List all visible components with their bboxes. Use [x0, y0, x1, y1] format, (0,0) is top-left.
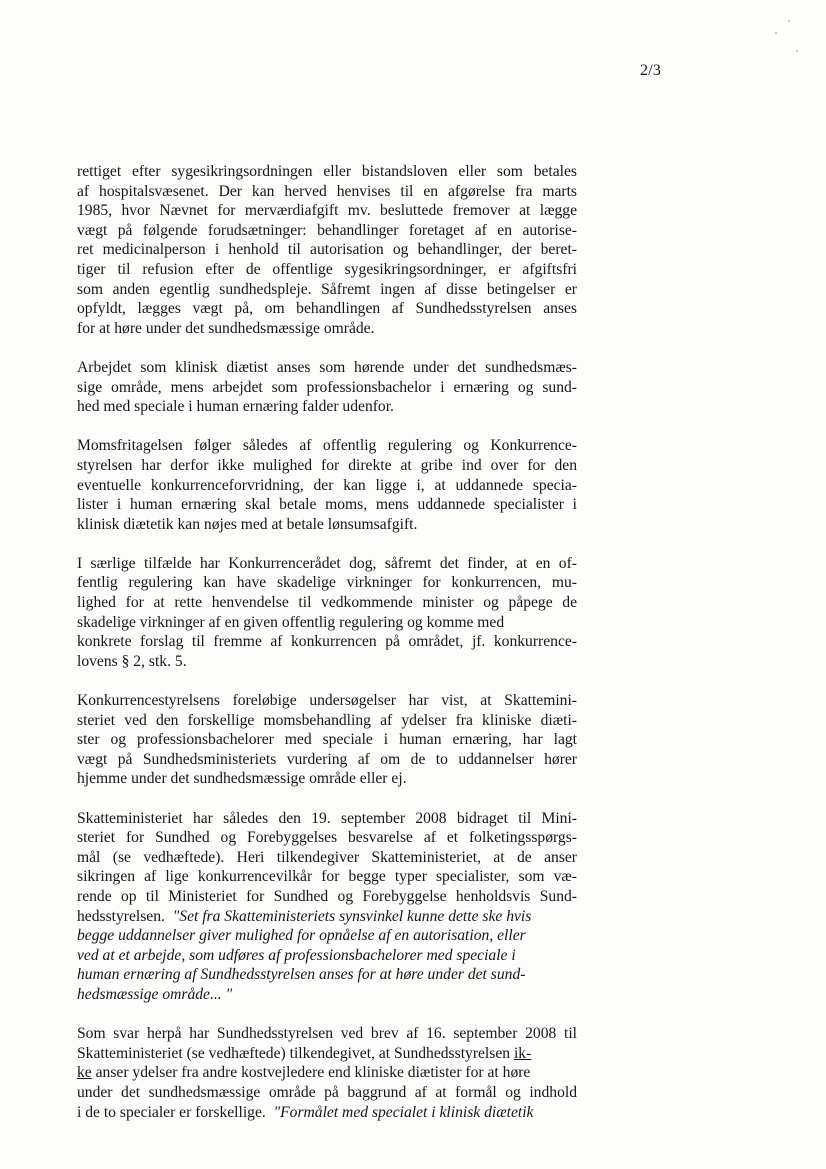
text-line: steriet ved den forskellige momsbehandling af ydelser fra kliniske diæti- [77, 711, 577, 729]
text-plain: anser ydelser fra andre kostvejledere end kliniske diætister for at høre [95, 1064, 531, 1082]
text-line: for at høre under det sundhedsmæssige område. [77, 319, 375, 337]
text-line: hed med speciale i human ernæring falder udenfor. [77, 398, 394, 416]
text-line [77, 1044, 577, 1064]
text-line: steriet for Sundhed og Forebyggelses besvarelse af et folketingsspørgs- [77, 829, 577, 847]
text-line: ster og professionsbachelorer med speciale i human ernæring, har lagt [77, 731, 577, 749]
paragraph-2 [77, 358, 577, 417]
text-line: af hospitalsvæsenet. Der kan herved henvises til en afgørelse fra marts [77, 182, 577, 200]
text-line: Som svar herpå har Sundhedsstyrelsen ved brev af 16. september 2008 til [77, 1025, 577, 1043]
paragraph-7 [77, 1024, 577, 1122]
text-line: lister i human ernæring skal betale moms, mens uddannede specialister i [77, 496, 577, 514]
text-line: klinisk diætetik kan nøjes med at betale lønsumsafgift. [77, 515, 418, 533]
letter-body [77, 162, 577, 1142]
text-line: fentlig regulering kan have skadelige virkninger for konkurrencen, mu- [77, 574, 577, 592]
text-line: styrelsen har derfor ikke mulighed for direkte at gribe ind over for den [77, 456, 577, 474]
quote-text: "Set fra Skatteministeriets synsvinkel kunne dette ske hvis [172, 907, 532, 925]
text-line [77, 1103, 577, 1123]
text-line [77, 907, 577, 927]
scan-speck [788, 20, 790, 22]
text-plain: i de to specialer er forskellige. [77, 1103, 266, 1121]
quote-line: hedsmæssige område... " [77, 985, 233, 1003]
text-line: 1985, hvor Nævnet for merværdiafgift mv. besluttede fremover at lægge [77, 202, 577, 220]
paragraph-4 [77, 554, 577, 672]
text-plain: hedsstyrelsen. [77, 907, 165, 925]
paragraph-5 [77, 691, 577, 789]
text-line: Momsfritagelsen følger således af offentlig regulering og Konkurrence- [77, 437, 577, 455]
text-line: sige område, mens arbejdet som professionsbachelor i ernæring og sund- [77, 378, 577, 396]
quote-text: "Formålet med specialet i klinisk diætetik [273, 1103, 534, 1121]
underlined-text: ik- [513, 1044, 532, 1062]
text-line: eventuelle konkurrenceforvridning, der kan ligge i, at uddannede specia- [77, 476, 577, 494]
text-line: under det sundhedsmæssige område på baggrund af at formål og indhold [77, 1083, 577, 1101]
text-line: ret medicinalperson i henhold til autorisation og behandlinger, der beret- [77, 241, 577, 259]
text-line: rende op til Ministeriet for Sundhed og Forebyggelse henholdsvis Sund- [77, 887, 577, 905]
text-line: som anden egentlig sundhedspleje. Såfremt ingen af disse betingelser er [77, 280, 577, 298]
text-line: Arbejdet som klinisk diætist anses som hørende under det sundhedsmæs- [77, 358, 577, 376]
text-line: vægt på Sundhedsministeriets vurdering af om de to uddannelser hører [77, 750, 577, 768]
text-line: skadelige virkninger af en given offentlig regulering og komme med [77, 613, 505, 631]
quote-line: human ernæring af Sundhedsstyrelsen anses for at høre under det sund- [77, 966, 526, 984]
underlined-text: ke [77, 1064, 92, 1082]
page-number: 2/3 [640, 62, 662, 79]
text-line: lovens § 2, stk. 5. [77, 652, 187, 670]
paragraph-3 [77, 436, 577, 534]
text-line: tiger til refusion efter de offentlige sygesikringsordninger, er afgiftsfri [77, 260, 577, 278]
text-line: vægt på følgende forudsætninger: behandlinger foretaget af en autorise- [77, 221, 577, 239]
text-line: Konkurrencestyrelsens foreløbige undersøgelser har vist, at Skattemini- [77, 692, 577, 710]
quote-line: begge uddannelser giver mulighed for opnåelse af en autorisation, eller [77, 927, 526, 945]
text-line: I særlige tilfælde har Konkurrencerådet dog, såfremt det finder, at en of- [77, 554, 577, 572]
scan-speck [775, 32, 777, 34]
text-line [77, 1063, 577, 1083]
text-line: sikringen af lige konkurrencevilkår for begge typer specialister, som væ- [77, 868, 577, 886]
quote-line: ved at et arbejde, som udføres af professionsbachelorer med speciale i [77, 946, 516, 964]
text-line: Skatteministeriet har således den 19. september 2008 bidraget til Mini- [77, 809, 577, 827]
paragraph-1 [77, 162, 577, 338]
text-plain: Skatteministeriet (se vedhæftede) tilkendegivet, at Sundhedsstyrelsen [77, 1044, 511, 1062]
text-line: lighed for at rette henvendelse til vedkommende minister og påpege de [77, 594, 577, 612]
text-line: rettiget efter sygesikringsordningen eller bistandsloven eller som betales [77, 163, 577, 180]
paragraph-6 [77, 809, 577, 1005]
scan-speck [796, 50, 798, 52]
text-line: konkrete forslag til fremme af konkurrencen på området, jf. konkurrence- [77, 633, 577, 651]
text-line: mål (se vedhæftede). Heri tilkendegiver Skatteministeriet, at de anser [77, 848, 577, 866]
text-line: opfyldt, lægges vægt på, om behandlingen af Sundhedsstyrelsen anses [77, 300, 577, 318]
text-line: hjemme under det sundhedsmæssige område eller ej. [77, 770, 407, 788]
